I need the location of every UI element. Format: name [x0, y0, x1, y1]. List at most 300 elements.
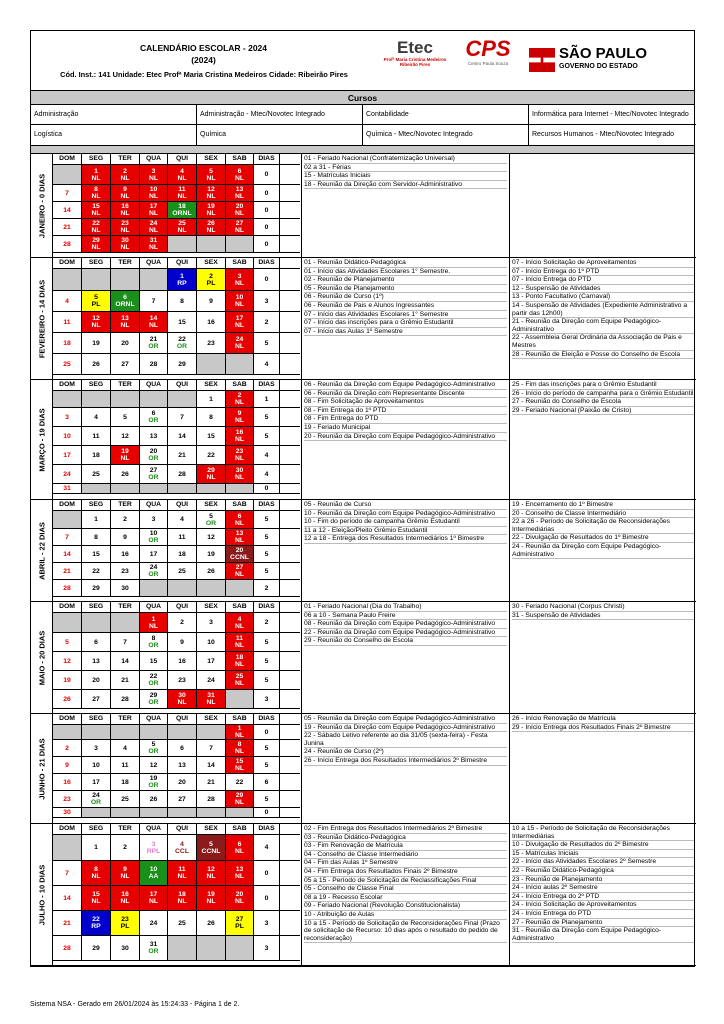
day-number: 3: [151, 840, 156, 848]
weekday-label: QUA: [140, 380, 168, 390]
day-number: 27: [149, 467, 158, 474]
event-item: 24 - Início Solicitação de Aproveitamentos: [512, 901, 694, 910]
weekday-label: TER: [111, 380, 140, 390]
day-code: NL: [234, 642, 245, 649]
day-cell: [197, 484, 226, 493]
courses-grid: [31, 105, 694, 146]
event-item: 05 - Conselho de Classe Final: [304, 885, 507, 894]
day-code: NL: [120, 244, 130, 251]
day-code: NL: [234, 622, 245, 630]
week-day-count: [254, 861, 280, 885]
day-cell: [226, 427, 254, 445]
day-cell: [140, 936, 168, 960]
day-number: 30: [121, 584, 129, 592]
day-cell: [111, 774, 140, 790]
day-code: NL: [148, 227, 159, 234]
day-cell: [82, 446, 111, 464]
weekday-label: DIAS: [254, 824, 280, 834]
day-number: 13: [235, 530, 244, 537]
day-cell: [197, 808, 226, 817]
day-code: NL: [91, 210, 101, 217]
week-day-count: [254, 725, 280, 739]
day-cell: [197, 354, 226, 374]
week-day-count: [254, 886, 280, 910]
months-container: [31, 154, 694, 966]
day-cell: [82, 202, 111, 218]
week-day-count: [254, 408, 280, 426]
day-cell: [111, 391, 140, 407]
day-cell: [53, 580, 82, 596]
calendar-frame: [30, 30, 695, 967]
day-cell: [111, 236, 140, 252]
day-cell: [111, 671, 140, 689]
day-cell: [226, 236, 254, 252]
week-day-count: [254, 690, 280, 708]
day-number: 10: [235, 294, 244, 301]
day-number: 23: [178, 676, 186, 684]
day-cell: [226, 165, 254, 184]
event-item: 26 - Início Renovação de Matrícula: [512, 715, 694, 724]
day-number: 27: [178, 795, 186, 803]
day-number: 29: [149, 692, 158, 699]
day-cell: [140, 511, 168, 528]
day-code: NL: [148, 898, 159, 905]
day-number: 3: [65, 413, 69, 421]
event-item: 27 - Reunião de Planejamento: [512, 919, 694, 928]
day-number: 22: [92, 916, 100, 923]
section-divider: [31, 146, 694, 154]
event-item: 15 - Matrículas Iniciais: [512, 850, 694, 859]
day-cell: [82, 185, 111, 201]
day-number: 26: [207, 220, 215, 227]
event-item: 22 - Reunião da Direção com Equipe Pedagógico-Administrativo: [304, 629, 507, 638]
month-label-text: ABRIL - 22 DIAS: [37, 521, 46, 580]
week-day-count: [254, 511, 280, 528]
day-cell: [111, 757, 140, 773]
week-day-count: [254, 236, 280, 252]
day-cell: [82, 333, 111, 353]
month-grid: [53, 380, 300, 494]
day-code: NL: [234, 417, 245, 424]
weekday-label: DIAS: [254, 258, 280, 268]
month-label-text: JULHO - 10 DIAS: [37, 864, 46, 925]
day-number: 20: [178, 778, 186, 786]
event-item: 01 - Início das Atividades Escolares 1° Semestre.: [304, 268, 507, 277]
day-cell: [197, 774, 226, 790]
weekday-label: DOM: [53, 258, 82, 268]
day-cell: [82, 529, 111, 545]
day-cell: [82, 791, 111, 807]
day-code: NL: [148, 622, 159, 630]
day-number: 0: [264, 894, 269, 902]
day-number: 2: [123, 516, 127, 523]
events-column-right: [509, 714, 696, 823]
events-column-right: [509, 154, 696, 257]
day-cell: [197, 427, 226, 445]
week-day-count: [254, 546, 280, 562]
day-cell: [226, 757, 254, 773]
event-item: 01 - Reunião Didático-Pedagógica: [304, 259, 507, 268]
week-day-count: [254, 291, 280, 311]
day-cell: [168, 529, 197, 545]
day-number: 1: [209, 395, 213, 403]
day-cell: [168, 219, 197, 235]
day-cell: [53, 291, 82, 311]
day-number: 16: [207, 318, 215, 326]
day-cell: [140, 563, 168, 579]
day-cell: [111, 484, 140, 493]
week-day-count: [254, 613, 280, 632]
course-cell: Química - Mtec/Novotec Integrado: [363, 125, 529, 145]
day-number: 18: [178, 891, 186, 898]
day-cell: [53, 391, 82, 407]
day-number: 5: [209, 512, 213, 520]
day-number: 19: [207, 550, 215, 558]
day-number: 0: [264, 485, 269, 492]
document-header: [31, 31, 694, 91]
day-cell: [82, 886, 111, 910]
day-number: 10: [92, 761, 100, 769]
weekday-label: QUI: [168, 258, 197, 268]
day-cell: [140, 861, 168, 885]
day-cell: [226, 333, 254, 353]
day-number: 11: [235, 635, 244, 642]
event-item: 27 - Reunião do Conselho de Escola: [512, 398, 694, 407]
day-code: PL: [235, 923, 244, 930]
event-item: 15 - Matrículas Iniciais: [304, 172, 507, 181]
day-number: 14: [63, 206, 71, 214]
day-cell: [168, 446, 197, 464]
weekday-label: SEG: [82, 500, 111, 510]
month-label: [31, 602, 53, 713]
day-number: 7: [180, 413, 184, 421]
day-cell: [140, 546, 168, 562]
day-number: 25: [178, 567, 186, 575]
day-number: 16: [121, 550, 129, 558]
day-cell: [53, 861, 82, 885]
day-number: 1: [94, 516, 98, 523]
week-day-count: [254, 484, 280, 493]
month-block: [31, 258, 696, 380]
day-number: 2: [264, 584, 269, 592]
weekday-label: DIAS: [254, 602, 280, 612]
day-cell: [53, 165, 82, 184]
day-cell: [226, 546, 254, 562]
day-number: 19: [149, 775, 158, 782]
week-day-count: [254, 312, 280, 332]
event-item: 19 - Encerramento do 1º Bimestre: [512, 501, 694, 510]
day-code: OR: [148, 948, 159, 955]
day-cell: [140, 740, 168, 756]
event-item: 04 - Fim das Aulas 1º Semestre: [304, 859, 507, 868]
day-number: 8: [209, 413, 213, 421]
etec-logo-text: Etec: [397, 38, 433, 57]
day-number: 29: [92, 944, 100, 952]
day-number: 23: [121, 916, 129, 923]
day-number: 15: [235, 758, 244, 765]
weekday-label: SAB: [226, 824, 254, 834]
week-row: [53, 269, 300, 291]
day-cell: [226, 529, 254, 545]
day-cell: [197, 936, 226, 960]
day-number: 12: [207, 866, 215, 873]
day-number: 29: [92, 237, 100, 244]
day-code: NL: [91, 227, 101, 234]
day-code: AA: [148, 873, 159, 880]
course-cell: Recursos Humanos - Mtec/Novotec Integrado: [532, 131, 675, 138]
events-column-left: [301, 602, 509, 713]
month-block: [31, 380, 696, 500]
weekday-label: SAB: [226, 500, 254, 510]
day-number: 28: [207, 795, 215, 803]
day-cell: [168, 291, 197, 311]
event-item: 24 - Reunião de Curso (2º): [304, 748, 507, 757]
day-number: 18: [63, 339, 71, 347]
day-cell: [226, 652, 254, 670]
day-number: 24: [149, 919, 158, 927]
day-number: 4: [180, 840, 184, 848]
day-number: 9: [123, 866, 127, 873]
event-item: 11 a 12 - Eleição/Pleito Grêmio Estudantil: [304, 527, 507, 536]
day-number: 2: [237, 392, 242, 399]
day-code: NL: [177, 699, 187, 706]
day-number: 17: [149, 203, 158, 210]
day-number: 3: [264, 919, 269, 927]
day-cell: [168, 236, 197, 252]
month-grid: [53, 602, 300, 709]
event-item: 08 a 19 - Recesso Escolar: [304, 894, 507, 903]
week-row: [53, 633, 300, 652]
day-number: 16: [121, 203, 129, 210]
day-cell: [140, 165, 168, 184]
day-cell: [140, 911, 168, 935]
weekday-label: QUI: [168, 602, 197, 612]
day-cell: [140, 484, 168, 493]
day-cell: [53, 219, 82, 235]
day-cell: [111, 291, 140, 311]
event-item: 29 - Feriado Nacional (Paixão de Cristo): [512, 407, 694, 416]
weekday-label: SEG: [82, 824, 111, 834]
month-grid: [53, 714, 300, 818]
day-code: NL: [120, 174, 130, 182]
day-number: 11: [178, 866, 186, 873]
week-row: [53, 312, 300, 333]
day-number: 0: [264, 728, 269, 736]
day-cell: [168, 391, 197, 407]
day-number: 21: [178, 451, 186, 459]
day-code: NL: [91, 898, 101, 905]
etec-logo-sub: Profª Maria Cristina Medeiros Ribeirão Pires: [383, 57, 447, 67]
day-number: 21: [207, 778, 215, 786]
day-code: NL: [148, 322, 159, 329]
day-number: 4: [94, 413, 98, 421]
day-cell: [197, 563, 226, 579]
day-cell: [140, 446, 168, 464]
weekday-label: SEX: [197, 258, 226, 268]
day-number: 4: [264, 470, 269, 478]
day-cell: [226, 563, 254, 579]
day-number: 3: [264, 944, 269, 952]
week-row: [53, 465, 300, 484]
day-cell: [226, 861, 254, 885]
event-item: 31 - Reunião da Direção com Equipe Pedagógico-Administrativo: [512, 927, 694, 943]
weekday-label: DOM: [53, 154, 82, 164]
event-item: 01 - Feriado Nacional (Confraternização Universal): [304, 155, 507, 164]
day-cell: [53, 427, 82, 445]
day-number: 11: [178, 533, 186, 541]
week-day-count: [254, 269, 280, 290]
sp-logo-sub: GOVERNO DO ESTADO: [559, 63, 638, 70]
institution-info: Cód. Inst.: 141 Unidade: Etec Profª Maria Cristina Medeiros Cidade: Ribeirão Pires: [60, 70, 348, 79]
event-item: 08 - Reunião da Direção com Equipe Pedagógico-Administrativo: [304, 620, 507, 629]
day-cell: [197, 408, 226, 426]
event-item: 10 - Atribuição de Aulas: [304, 911, 507, 920]
weekday-header: [53, 602, 300, 613]
event-item: 29 - Início Entrega dos Resultados Finais 2º Bimestre: [512, 724, 694, 733]
day-number: 4: [264, 451, 269, 459]
event-item: 20 - Conselho de Classe Intermediário: [512, 510, 694, 519]
day-number: 12: [63, 657, 71, 665]
day-cell: [111, 546, 140, 562]
event-item: 22 a 26 - Período de Solicitação de Reconsiderações Intermediárias: [512, 518, 694, 534]
day-number: 23: [121, 220, 129, 227]
day-number: 25: [178, 919, 186, 927]
weekday-header: [53, 824, 300, 835]
day-number: 21: [121, 676, 129, 684]
year-text: (2024): [191, 55, 216, 65]
day-cell: [226, 791, 254, 807]
day-code: OR: [148, 680, 159, 687]
weekday-header: [53, 154, 300, 165]
day-number: 0: [264, 869, 269, 877]
day-code: OR: [148, 455, 159, 462]
event-item: 07 - Início das Atividades Escolares 1° Semestre: [304, 311, 507, 320]
day-code: OR: [148, 699, 159, 706]
day-number: 24: [149, 564, 158, 571]
day-cell: [111, 563, 140, 579]
day-cell: [168, 740, 197, 756]
event-item: 05 - Reunião de Curso: [304, 501, 507, 510]
event-item: 23 - Reunião de Planejamento: [512, 876, 694, 885]
week-row: [53, 165, 300, 185]
course-cell: Administração: [31, 105, 197, 125]
etec-logo: [381, 39, 449, 67]
event-item: 08 - Fim Solicitação de Aproveitamentos: [304, 398, 507, 407]
week-day-count: [254, 354, 280, 374]
day-number: 0: [264, 206, 269, 214]
event-item: 26 - Início Entrega dos Resultados Intermediários 2º Bimestre: [304, 757, 507, 766]
events-column-left: [301, 714, 509, 823]
day-number: 25: [121, 795, 129, 803]
day-number: 4: [123, 744, 127, 752]
day-number: 8: [151, 635, 156, 642]
day-number: 6: [237, 167, 242, 175]
day-number: 28: [63, 944, 71, 952]
weekday-header: [53, 714, 300, 725]
day-number: 30: [121, 237, 129, 244]
weekday-label: DOM: [53, 824, 82, 834]
day-cell: [168, 936, 197, 960]
day-cell: [111, 580, 140, 596]
day-cell: [168, 511, 197, 528]
week-row: [53, 511, 300, 529]
weekday-label: SEG: [82, 154, 111, 164]
day-code: RPL: [146, 847, 161, 855]
day-number: 22: [92, 220, 100, 227]
day-cell: [140, 408, 168, 426]
event-item: 03 - Fim Renovação de Matrícula: [304, 842, 507, 851]
day-cell: [226, 202, 254, 218]
day-number: 21: [63, 567, 71, 575]
day-cell: [111, 886, 140, 910]
day-code: ORNL: [172, 210, 192, 217]
week-row: [53, 219, 300, 236]
day-cell: [53, 740, 82, 756]
event-item: 31 - Suspensão de Atividades: [512, 612, 694, 621]
day-cell: [168, 671, 197, 689]
weekday-label: QUI: [168, 380, 197, 390]
day-code: NL: [234, 799, 245, 806]
event-item: 22 - Sábado Letivo referente ao dia 31/05 (sexta-feira) - Festa Junina: [304, 732, 507, 748]
day-cell: [197, 291, 226, 311]
day-number: 22: [92, 567, 100, 575]
day-number: 5: [209, 840, 213, 848]
sp-logo-title: SÃO PAULO: [559, 45, 648, 62]
day-code: ORNL: [115, 301, 135, 308]
day-number: 0: [264, 171, 269, 178]
week-row: [53, 529, 300, 546]
day-cell: [197, 633, 226, 651]
events-column-left: [301, 258, 509, 379]
day-number: 15: [92, 550, 100, 558]
week-row: [53, 886, 300, 911]
day-cell: [53, 911, 82, 935]
day-cell: [168, 652, 197, 670]
day-number: 18: [235, 654, 244, 661]
day-number: 4: [180, 167, 184, 175]
week-row: [53, 671, 300, 690]
day-cell: [111, 791, 140, 807]
day-number: 28: [178, 470, 186, 478]
week-row: [53, 774, 300, 791]
day-number: 29: [235, 792, 244, 799]
event-item: 22 - Reunião Didático-Pedagógica: [512, 867, 694, 876]
day-code: NL: [177, 227, 187, 234]
day-cell: [111, 529, 140, 545]
day-number: 31: [207, 692, 215, 699]
week-row: [53, 333, 300, 354]
day-code: NL: [234, 873, 245, 880]
weekday-header: [53, 380, 300, 391]
weekday-label: QUI: [168, 714, 197, 724]
day-cell: [53, 886, 82, 910]
day-cell: [53, 465, 82, 483]
day-number: 4: [264, 360, 269, 368]
day-number: 18: [121, 778, 129, 786]
week-day-count: [254, 808, 280, 817]
week-row: [53, 446, 300, 465]
day-cell: [82, 312, 111, 332]
day-number: 0: [264, 276, 269, 283]
month-label: [31, 154, 53, 257]
day-number: 25: [63, 360, 71, 368]
day-cell: [82, 427, 111, 445]
week-day-count: [254, 580, 280, 596]
month-label: [31, 500, 53, 601]
day-number: 5: [264, 516, 269, 523]
day-number: 10: [149, 186, 158, 193]
day-cell: [140, 613, 168, 632]
